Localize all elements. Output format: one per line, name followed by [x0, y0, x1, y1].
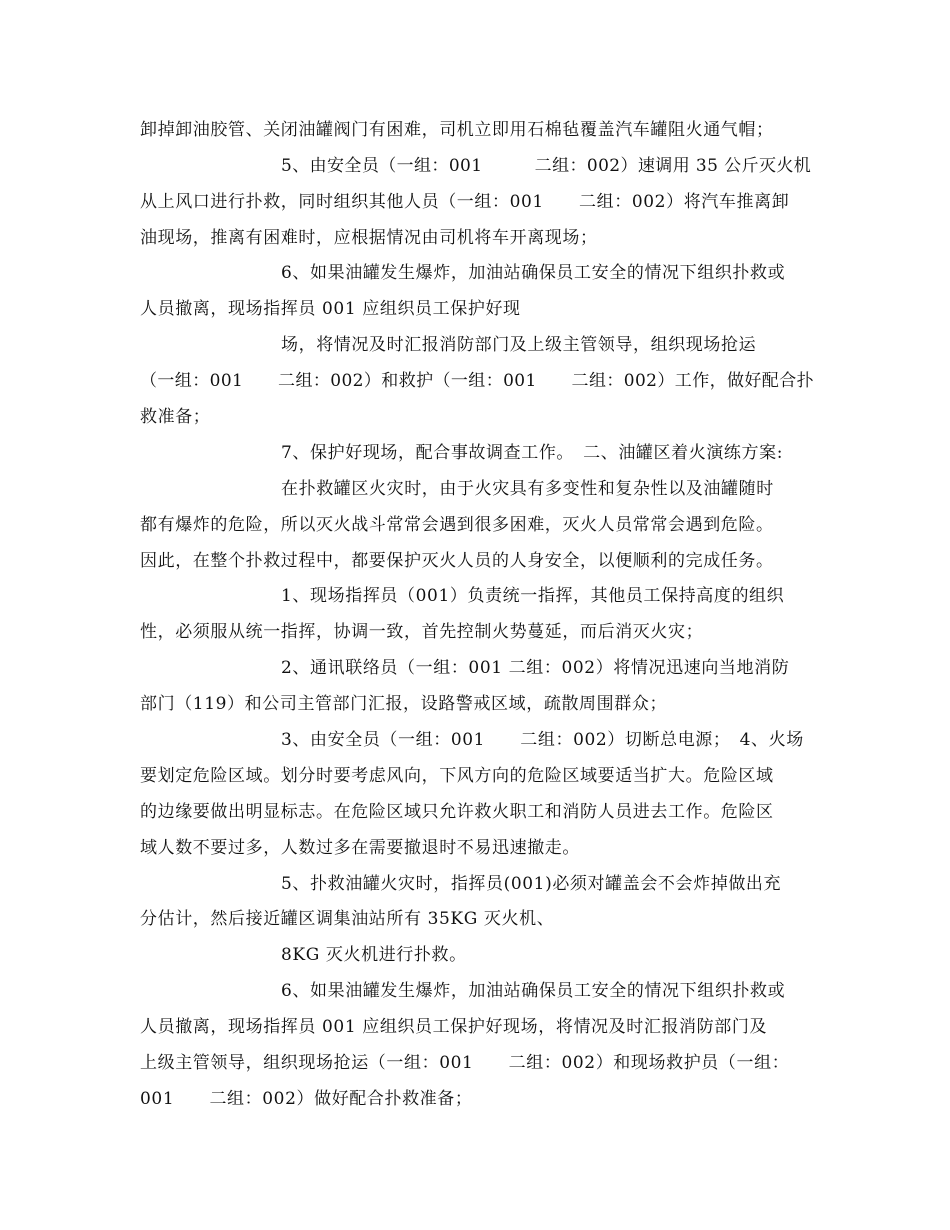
paragraph-line: 因此，在整个扑救过程中，都要保护灭火人员的人身安全，以便顺利的完成任务。 — [140, 551, 774, 571]
paragraph-line: 部门（119）和公司主管部门汇报，设路警戒区域，疏散周围群众； — [140, 694, 668, 714]
paragraph-line: 人员撤离，现场指挥员 001 应组织员工保护好现 — [140, 299, 521, 319]
paragraph-line: 分估计，然后接近罐区调集油站所有 35KG 灭火机、 — [140, 909, 555, 929]
paragraph-line: 1、现场指挥员（001）负责统一指挥，其他员工保持高度的组织 — [281, 586, 785, 606]
paragraph-line: 卸掉卸油胶管、关闭油罐阀门有困难，司机立即用石棉毡覆盖汽车罐阻火通气帽； — [140, 120, 774, 140]
paragraph-line: 人员撤离，现场指挥员 001 应组织员工保护好现场，将情况及时汇报消防部门及 — [140, 1017, 768, 1037]
paragraph-line: 6、如果油罐发生爆炸，加油站确保员工安全的情况下组织扑救或 — [281, 263, 786, 283]
paragraph-line: 性，必须服从统一指挥，协调一致，首先控制火势蔓延，而后消灭火灾； — [140, 622, 704, 642]
paragraph-line: 的边缘要做出明显标志。在危险区域只允许救火职工和消防人员进去工作。危险区 — [140, 802, 774, 822]
paragraph-line: 6、如果油罐发生爆炸，加油站确保员工安全的情况下组织扑救或 — [281, 981, 786, 1001]
paragraph-line: 3、由安全员（一组：001 二组：002）切断总电源； 4、火场 — [281, 730, 804, 750]
paragraph-line: 域人数不要过多，人数过多在需要撤退时不易迅速撤走。 — [140, 838, 580, 858]
paragraph-line: 上级主管领导，组织现场抢运（一组：001 二组：002）和现场救护员（一组： — [140, 1053, 790, 1073]
paragraph-line: 油现场，推离有困难时，应根据情况由司机将车开离现场； — [140, 228, 598, 248]
paragraph-line: 001 二组：002）做好配合扑救准备； — [140, 1089, 473, 1109]
paragraph-line: 要划定危险区域。划分时要考虑风向，下风方向的危险区域要适当扩大。危险区域 — [140, 766, 774, 786]
paragraph-line: 救准备； — [140, 407, 211, 427]
paragraph-line: 在扑救罐区火灾时，由于火灾具有多变性和复杂性以及油罐随时 — [281, 479, 774, 499]
paragraph-line: 7、保护好现场，配合事故调查工作。 二、油罐区着火演练方案: — [281, 443, 784, 463]
paragraph-line: 2、通讯联络员（一组：001 二组：002）将情况迅速向当地消防 — [281, 658, 790, 678]
paragraph-line: 从上风口进行扑救，同时组织其他人员（一组：001 二组：002）将汽车推离卸 — [140, 192, 790, 212]
paragraph-line: 5、由安全员（一组：001 二组：002）速调用 35 公斤灭火机 — [281, 156, 812, 176]
paragraph-line: （一组：001 二组：002）和救护（一组：001 二组：002）工作，做好配合扑 — [140, 371, 814, 391]
paragraph-line: 5、扑救油罐火灾时，指挥员(001)必须对罐盖会不会炸掉做出充 — [281, 874, 782, 894]
paragraph-line: 都有爆炸的危险，所以灭火战斗常常会遇到很多困难，灭火人员常常会遇到危险。 — [140, 515, 774, 535]
paragraph-line: 场，将情况及时汇报消防部门及上级主管领导，组织现场抢运 — [281, 335, 757, 355]
paragraph-line: 8KG 灭火机进行扑救。 — [281, 945, 467, 965]
